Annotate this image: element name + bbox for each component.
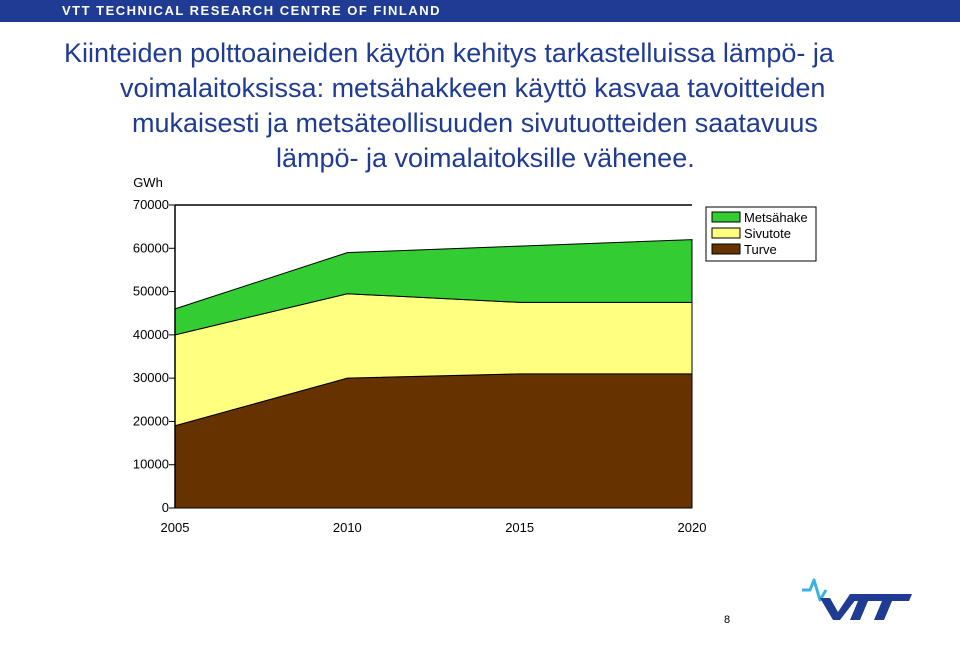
y-tick-label-30000: 30000 — [132, 370, 169, 386]
y-tick-label-70000: 70000 — [132, 197, 169, 212]
legend-swatch-sivutote — [712, 228, 740, 238]
x-tick-label-2020: 2020 — [677, 520, 707, 535]
legend-label-turve: Turve — [744, 242, 777, 257]
title-line-1: Kiinteiden polttoaineiden käytön kehitys tarkastelluissa lämpö- ja — [64, 38, 834, 68]
x-tick-label-2015: 2015 — [505, 520, 535, 535]
y-tick-label-50000: 50000 — [132, 283, 169, 299]
vtt-logo-icon — [800, 572, 918, 622]
x-tick-label-2010: 2010 — [332, 520, 362, 535]
legend-label-metsähake: Metsähake — [744, 210, 808, 225]
page-number: 8 — [724, 614, 731, 626]
title-line-3: mukaisesti ja metsäteollisuuden sivutuotteiden saatavuus — [132, 108, 818, 138]
y-tick-label-60000: 60000 — [132, 240, 169, 256]
title-line-4: lämpö- ja voimalaitoksille vähenee. — [276, 143, 695, 173]
y-tick-label-0: 0 — [161, 500, 169, 515]
x-tick-label-2005: 2005 — [160, 520, 190, 535]
organization-name: VTT TECHNICAL RESEARCH CENTRE OF FINLAND — [62, 3, 441, 18]
y-axis-label: GWh — [133, 175, 163, 190]
title-line-2: voimalaitoksissa: metsähakkeen käyttö kasvaa tavoitteiden — [120, 73, 826, 103]
legend-label-sivutote: Sivutote — [744, 226, 791, 241]
y-tick-label-10000: 10000 — [132, 456, 169, 472]
legend-swatch-turve — [712, 244, 740, 254]
y-tick-label-40000: 40000 — [132, 326, 169, 342]
y-tick-label-20000: 20000 — [132, 413, 169, 429]
legend-swatch-metsähake — [712, 212, 740, 222]
